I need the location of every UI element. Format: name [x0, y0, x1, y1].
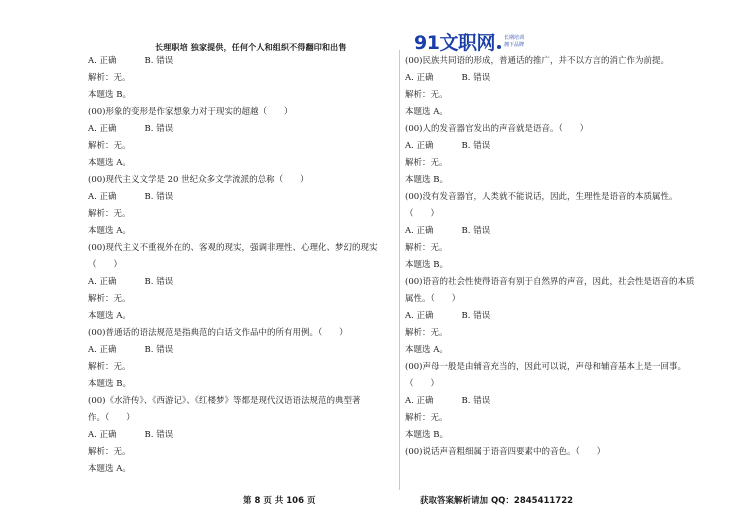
option-a: A. 正确 [88, 56, 117, 66]
answer-text: 本题选 A。 [88, 226, 131, 236]
option-b: B. 错误 [144, 124, 174, 134]
option-a: A. 正确 [88, 430, 117, 440]
analysis-text: 解析：无。 [88, 73, 131, 83]
analysis-text: 解析：无。 [405, 90, 448, 100]
analysis-text: 解析：无。 [405, 243, 448, 253]
answer-text: 本题选 B。 [88, 90, 131, 100]
answer-options [405, 138, 730, 155]
option-a: A. 正确 [88, 277, 117, 287]
analysis-text: 解析：无。 [88, 294, 131, 304]
right-question-column [405, 53, 730, 461]
site-logo [414, 28, 524, 55]
analysis-text: 解析：无。 [88, 447, 131, 457]
option-a: A. 正确 [405, 141, 434, 151]
option-a: A. 正确 [405, 73, 434, 83]
left-question-column [88, 53, 390, 478]
option-a: A. 正确 [88, 124, 117, 134]
contact-info: 获取答案解析请加 QQ：2845411722 [420, 496, 574, 506]
answer-options [88, 189, 390, 206]
question-text: (00)现代主义不重视外在的、客观的现实，强调非理性、心理化、梦幻的现实 [88, 243, 378, 253]
answer-text: 本题选 A。 [405, 345, 448, 355]
logo-tag-line-1: 长期培训 [503, 34, 524, 41]
option-a: A. 正确 [405, 396, 434, 406]
option-a: A. 正确 [88, 345, 117, 355]
question-blank: （ ） [405, 209, 440, 219]
answer-text: 本题选 A。 [88, 464, 131, 474]
option-b: B. 错误 [461, 226, 491, 236]
question-text: (00)形象的变形是作家想象力对于现实的超越（ ） [88, 107, 293, 117]
question-text: (00)说话声音粗细属于语音四要素中的音色。（ ） [405, 447, 606, 457]
answer-text: 本题选 B。 [88, 379, 131, 389]
header-notice: 长理职培 独家提供，任何个人和组织不得翻印和出售 [155, 43, 347, 52]
option-b: B. 错误 [144, 345, 174, 355]
analysis-text: 解析：无。 [88, 209, 131, 219]
question-text: (00)人的发音器官发出的声音就是语音。（ ） [405, 124, 589, 134]
option-b: B. 错误 [461, 73, 491, 83]
answer-options [88, 274, 390, 291]
answer-options [405, 223, 730, 240]
option-b: B. 错误 [144, 192, 174, 202]
option-a: A. 正确 [405, 226, 434, 236]
answer-options [88, 342, 390, 359]
question-text: (00)声母一般是由辅音充当的，因此可以说，声母和辅音基本上是一回事。 [405, 362, 686, 372]
answer-text: 本题选 A。 [88, 311, 131, 321]
column-divider [399, 50, 400, 490]
option-b: B. 错误 [144, 430, 174, 440]
logo-tag-line-2: 拥下品牌 [503, 41, 524, 48]
logo-dot-icon [497, 45, 501, 49]
answer-options [88, 121, 390, 138]
question-text: (00)民族共同语的形成，普通话的推广，并不以方言的消亡作为前提。 [405, 56, 669, 66]
question-text: (00)普通话的语法规范是指典范的白话文作品中的所有用例。（ ） [88, 328, 348, 338]
option-b: B. 错误 [144, 56, 174, 66]
option-b: B. 错误 [461, 311, 491, 321]
answer-options [405, 393, 730, 410]
option-b: B. 错误 [461, 141, 491, 151]
option-a: A. 正确 [88, 192, 117, 202]
answer-options [88, 53, 390, 70]
question-text: 属性。（ ） [405, 294, 461, 304]
page-number: 第 8 页 共 106 页 [243, 496, 316, 506]
answer-text: 本题选 B。 [405, 260, 448, 270]
analysis-text: 解析：无。 [405, 413, 448, 423]
logo-text: 91文职网 [414, 32, 495, 54]
question-text: (00)现代主义文学是 20 世纪众多文学流派的总称（ ） [88, 175, 309, 185]
option-b: B. 错误 [144, 277, 174, 287]
option-a: A. 正确 [405, 311, 434, 321]
answer-options [88, 427, 390, 444]
answer-options [405, 70, 730, 87]
question-blank: （ ） [405, 379, 440, 389]
answer-text: 本题选 B。 [405, 175, 448, 185]
analysis-text: 解析：无。 [88, 362, 131, 372]
answer-text: 本题选 A。 [88, 158, 131, 168]
question-text: (00)《水浒传》、《西游记》、《红楼梦》等都是现代汉语语法规范的典型著 [88, 396, 361, 406]
analysis-text: 解析：无。 [405, 328, 448, 338]
question-text: (00)没有发音器官，人类就不能说话，因此，生理性是语音的本质属性。 [405, 192, 678, 202]
analysis-text: 解析：无。 [88, 141, 131, 151]
question-text: 作。（ ） [88, 413, 135, 423]
answer-text: 本题选 B。 [405, 430, 448, 440]
question-text: (00)语音的社会性使得语音有别于自然界的声音，因此，社会性是语音的本质 [405, 277, 695, 287]
analysis-text: 解析：无。 [405, 158, 448, 168]
answer-options [405, 308, 730, 325]
option-b: B. 错误 [461, 396, 491, 406]
question-blank: （ ） [88, 260, 123, 270]
logo-tagline [504, 35, 524, 49]
answer-text: 本题选 A。 [405, 107, 448, 117]
